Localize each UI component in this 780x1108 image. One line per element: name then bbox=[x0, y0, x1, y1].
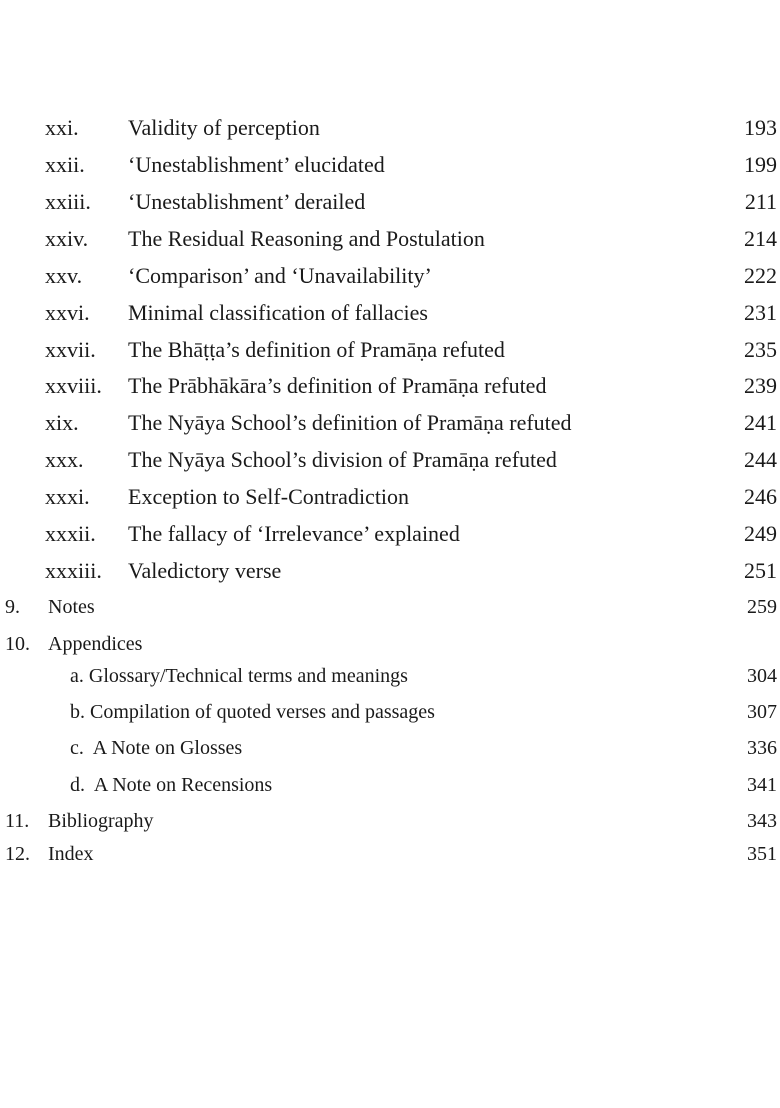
entry-number: xix. bbox=[45, 410, 79, 435]
chapter-page: 259 bbox=[747, 596, 777, 618]
chapter-title: Index bbox=[48, 843, 94, 865]
entry-page: 199 bbox=[744, 152, 777, 177]
entry-title: The Nyāya School’s division of Pramāṇa refuted bbox=[128, 447, 557, 472]
toc-entry[interactable] bbox=[0, 445, 780, 475]
entry-title: The fallacy of ‘Irrelevance’ explained bbox=[128, 521, 460, 546]
toc-chapter-index[interactable] bbox=[0, 839, 780, 869]
appendix-page: 341 bbox=[747, 774, 777, 796]
chapter-number: 12. bbox=[5, 843, 30, 865]
entry-title: The Residual Reasoning and Postulation bbox=[128, 226, 485, 251]
entry-title: The Bhāṭṭa’s definition of Pramāṇa refuted bbox=[128, 337, 505, 362]
chapter-title: Appendices bbox=[48, 633, 143, 655]
entry-page: 231 bbox=[744, 300, 777, 325]
entry-page: 214 bbox=[744, 226, 777, 251]
entry-page: 246 bbox=[744, 484, 777, 509]
appendix-page: 336 bbox=[747, 737, 777, 759]
entry-title: ‘Comparison’ and ‘Unavailability’ bbox=[128, 263, 432, 288]
entry-number: xxxiii. bbox=[45, 558, 102, 583]
entry-number: xxv. bbox=[45, 263, 83, 288]
entry-title: Minimal classification of fallacies bbox=[128, 300, 428, 325]
appendix-title: c. A Note on Glosses bbox=[70, 737, 243, 759]
entry-number: xxxii. bbox=[45, 521, 96, 546]
toc-entry[interactable] bbox=[0, 371, 780, 401]
toc-entry[interactable] bbox=[0, 335, 780, 365]
toc-entry[interactable] bbox=[0, 482, 780, 512]
toc-chapter-appendices[interactable] bbox=[0, 629, 780, 659]
entry-number: xxvi. bbox=[45, 300, 90, 325]
chapter-page: 343 bbox=[747, 810, 777, 832]
chapter-page: 351 bbox=[747, 843, 777, 865]
entry-number: xxiii. bbox=[45, 189, 91, 214]
toc-chapter-notes[interactable] bbox=[0, 592, 780, 622]
entry-title: Validity of perception bbox=[128, 115, 320, 140]
toc-appendix-entry[interactable] bbox=[0, 733, 780, 763]
entry-page: 251 bbox=[744, 558, 777, 583]
toc-entry[interactable] bbox=[0, 519, 780, 549]
entry-number: xxxi. bbox=[45, 484, 90, 509]
toc-appendix-entry[interactable] bbox=[0, 770, 780, 800]
entry-title: The Nyāya School’s definition of Pramāṇa refuted bbox=[128, 410, 572, 435]
toc-entry[interactable] bbox=[0, 150, 780, 180]
appendix-title: b. Compilation of quoted verses and passages bbox=[70, 701, 435, 723]
toc-entry[interactable] bbox=[0, 261, 780, 291]
toc-entry[interactable] bbox=[0, 556, 780, 586]
chapter-number: 11. bbox=[5, 810, 30, 832]
toc-chapter-bibliography[interactable] bbox=[0, 806, 780, 836]
entry-page: 211 bbox=[744, 189, 777, 214]
entry-number: xxviii. bbox=[45, 373, 102, 398]
entry-page: 235 bbox=[744, 337, 777, 362]
entry-page: 249 bbox=[744, 521, 777, 546]
entry-page: 222 bbox=[744, 263, 777, 288]
toc-appendix-entry[interactable] bbox=[0, 697, 780, 727]
chapter-title: Bibliography bbox=[48, 810, 154, 832]
chapter-title: Notes bbox=[48, 596, 95, 618]
toc-entry[interactable] bbox=[0, 224, 780, 254]
entry-number: xxvii. bbox=[45, 337, 96, 362]
appendix-title: d. A Note on Recensions bbox=[70, 774, 273, 796]
toc-entry[interactable] bbox=[0, 408, 780, 438]
entry-title: ‘Unestablishment’ derailed bbox=[128, 189, 366, 214]
appendix-page: 307 bbox=[747, 701, 777, 723]
entry-number: xxx. bbox=[45, 447, 84, 472]
appendix-page: 304 bbox=[747, 665, 777, 687]
toc-entry[interactable] bbox=[0, 113, 780, 143]
entry-page: 239 bbox=[744, 373, 777, 398]
entry-page: 193 bbox=[744, 115, 777, 140]
chapter-number: 9. bbox=[5, 596, 20, 618]
appendix-title: a. Glossary/Technical terms and meanings bbox=[70, 665, 408, 687]
entry-title: Valedictory verse bbox=[128, 558, 282, 583]
entry-title: The Prābhākāra’s definition of Pramāṇa refuted bbox=[128, 373, 547, 398]
toc-entry[interactable] bbox=[0, 187, 780, 217]
toc-entry[interactable] bbox=[0, 298, 780, 328]
entry-page: 241 bbox=[744, 410, 777, 435]
entry-title: ‘Unestablishment’ elucidated bbox=[128, 152, 385, 177]
entry-title: Exception to Self-Contradiction bbox=[128, 484, 410, 509]
chapter-number: 10. bbox=[5, 633, 30, 655]
entry-number: xxii. bbox=[45, 152, 85, 177]
entry-number: xxiv. bbox=[45, 226, 89, 251]
entry-number: xxi. bbox=[45, 115, 79, 140]
toc-appendix-entry[interactable] bbox=[0, 661, 780, 691]
entry-page: 244 bbox=[744, 447, 777, 472]
